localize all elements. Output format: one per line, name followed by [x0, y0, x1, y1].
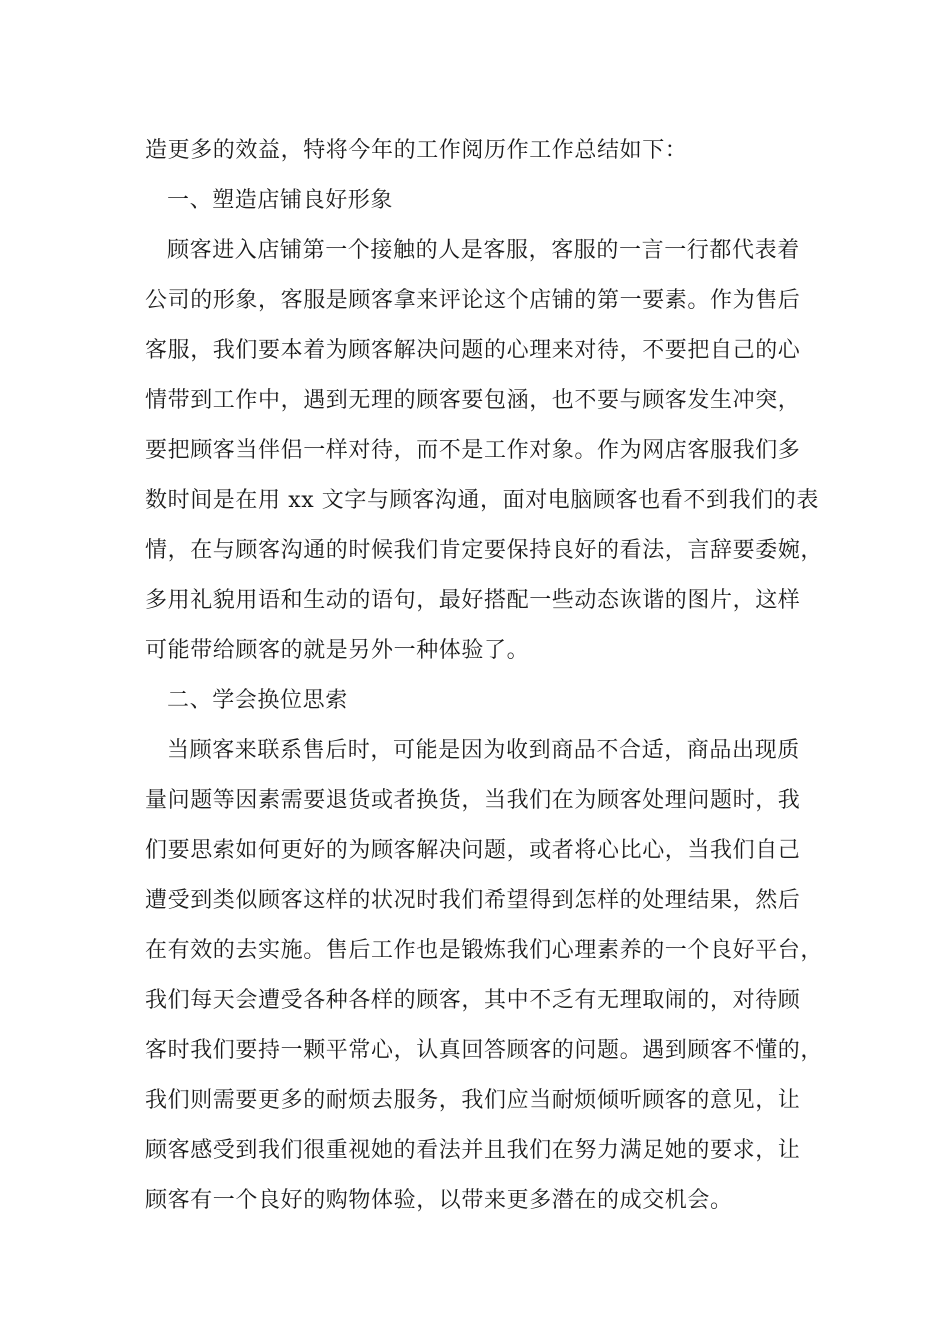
body-line: 多用礼貌用语和生动的语句，最好搭配一些动态诙谐的图片，这样 [145, 588, 801, 613]
body-line: 可能带给顾客的就是另外一种体验了。 [145, 638, 530, 663]
section-heading: 一、塑造店铺良好形象 [167, 188, 394, 213]
body-line: 我们则需要更多的耐烦去服务，我们应当耐烦倾听顾客的意见，让 [145, 1088, 801, 1113]
body-line: 遭受到类似顾客这样的状况时我们希望得到怎样的处理结果，然后 [145, 888, 801, 913]
body-line: 客服，我们要本着为顾客解决问题的心理来对待，不要把自己的心 [145, 338, 801, 363]
body-line: 顾客进入店铺第一个接触的人是客服，客服的一言一行都代表着 [167, 238, 800, 263]
body-line: 在有效的去实施。售后工作也是锻炼我们心理素养的一个良好平台， [145, 938, 824, 963]
body-line: 们要思索如何更好的为顾客解决问题，或者将心比心，当我们自己 [145, 838, 801, 863]
body-line: 数时间是在用 xx 文字与顾客沟通，面对电脑顾客也看不到我们的表 [145, 488, 820, 513]
body-line: 顾客有一个良好的购物体验，以带来更多潜在的成交机会。 [145, 1188, 733, 1213]
body-line: 量问题等因素需要退货或者换货，当我们在为顾客处理问题时，我 [145, 788, 801, 813]
body-line: 顾客感受到我们很重视她的看法并且我们在努力满足她的要求，让 [145, 1138, 801, 1163]
body-line: 我们每天会遭受各种各样的顾客，其中不乏有无理取闹的，对待顾 [145, 988, 801, 1013]
body-line: 造更多的效益，特将今年的工作阅历作工作总结如下： [145, 138, 688, 163]
document-body [145, 126, 835, 1226]
body-line: 客时我们要持一颗平常心，认真回答顾客的问题。遇到顾客不懂的， [145, 1038, 824, 1063]
body-line: 公司的形象，客服是顾客拿来评论这个店铺的第一要素。作为售后 [145, 288, 801, 313]
body-line: 情带到工作中，遇到无理的顾客要包涵，也不要与顾客发生冲突， [145, 388, 801, 413]
section-heading: 二、学会换位思索 [167, 688, 348, 713]
body-line: 当顾客来联系售后时，可能是因为收到商品不合适，商品出现质 [167, 738, 800, 763]
body-line: 要把顾客当伴侣一样对待，而不是工作对象。作为网店客服我们多 [145, 438, 801, 463]
body-line: 情，在与顾客沟通的时候我们肯定要保持良好的看法，言辞要委婉， [145, 538, 824, 563]
